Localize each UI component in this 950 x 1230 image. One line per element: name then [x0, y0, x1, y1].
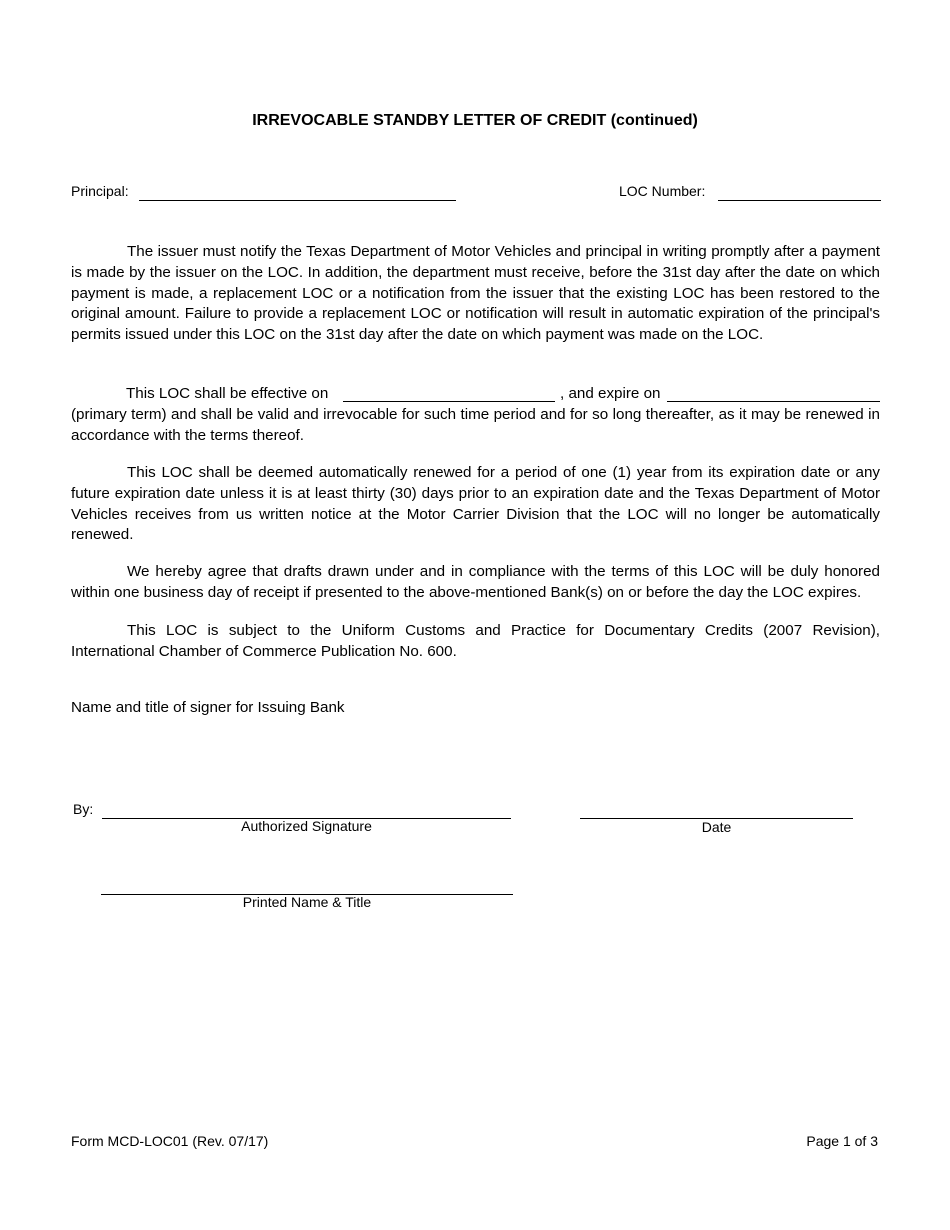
paragraph-auto-renewal: This LOC shall be deemed automatically renewed for a period of one (1) year from its expiration date or any future expiration date unless it is at least thirty (30) days prior to an expiration date and the Texas Department of Motor Vehicles receives from us written notice at the Motor Carrier Division that the LOC will no longer be automatically renewed.: [71, 464, 880, 544]
signer-heading: Name and title of signer for Issuing Bank: [71, 699, 345, 716]
loc-number-label: LOC Number:: [619, 183, 706, 199]
page-number: Page 1 of 3: [806, 1133, 878, 1149]
paragraph-ucp-reference: This LOC is subject to the Uniform Customs and Practice for Documentary Credits (2007 Revision), International Chamber of Commerce Publication No. 600.: [71, 622, 880, 660]
document-title: IRREVOCABLE STANDBY LETTER OF CREDIT (continued): [252, 112, 698, 129]
effective-prefix: This LOC shall be effective on: [126, 385, 329, 402]
date-label: Date: [701, 819, 732, 835]
loc-number-field-line[interactable]: [718, 200, 881, 201]
printed-name-label: Printed Name & Title: [242, 894, 372, 910]
effective-date-field-line[interactable]: [343, 401, 555, 402]
effective-line: [126, 384, 328, 405]
paragraph-primary-term: (primary term) and shall be valid and irrevocable for such time period and for so long thereafter, as it may be renewed in accordance with the terms thereof.: [71, 406, 880, 444]
authorized-signature-label: Authorized Signature: [241, 818, 372, 834]
paragraph-drafts-honored: We hereby agree that drafts drawn under and in compliance with the terms of this LOC will be duly honored within one business day of receipt if presented to the above-mentioned Bank(s) on or before the day the LOC expires.: [71, 563, 880, 601]
principal-label: Principal:: [71, 183, 129, 199]
expire-text: , and expire on: [560, 385, 661, 402]
expire-date-field-line[interactable]: [667, 401, 880, 402]
by-label: By:: [73, 801, 94, 817]
paragraph-payment-notice: The issuer must notify the Texas Department of Motor Vehicles and principal in writing promptly after a payment is made by the issuer on the LOC. In addition, the department must receive, before the 31st day after the date on which payment is made, a replacement LOC or a notification from the issuer that the existing LOC has been restored to the original amount. Failure to provide a replacement LOC or notification will result in automatic expiration of the principal's permits issued under this LOC on the 31st day after the date on which payment was made on the LOC.: [71, 243, 880, 344]
principal-field-line[interactable]: [139, 200, 456, 201]
form-id: Form MCD-LOC01 (Rev. 07/17): [71, 1133, 269, 1149]
